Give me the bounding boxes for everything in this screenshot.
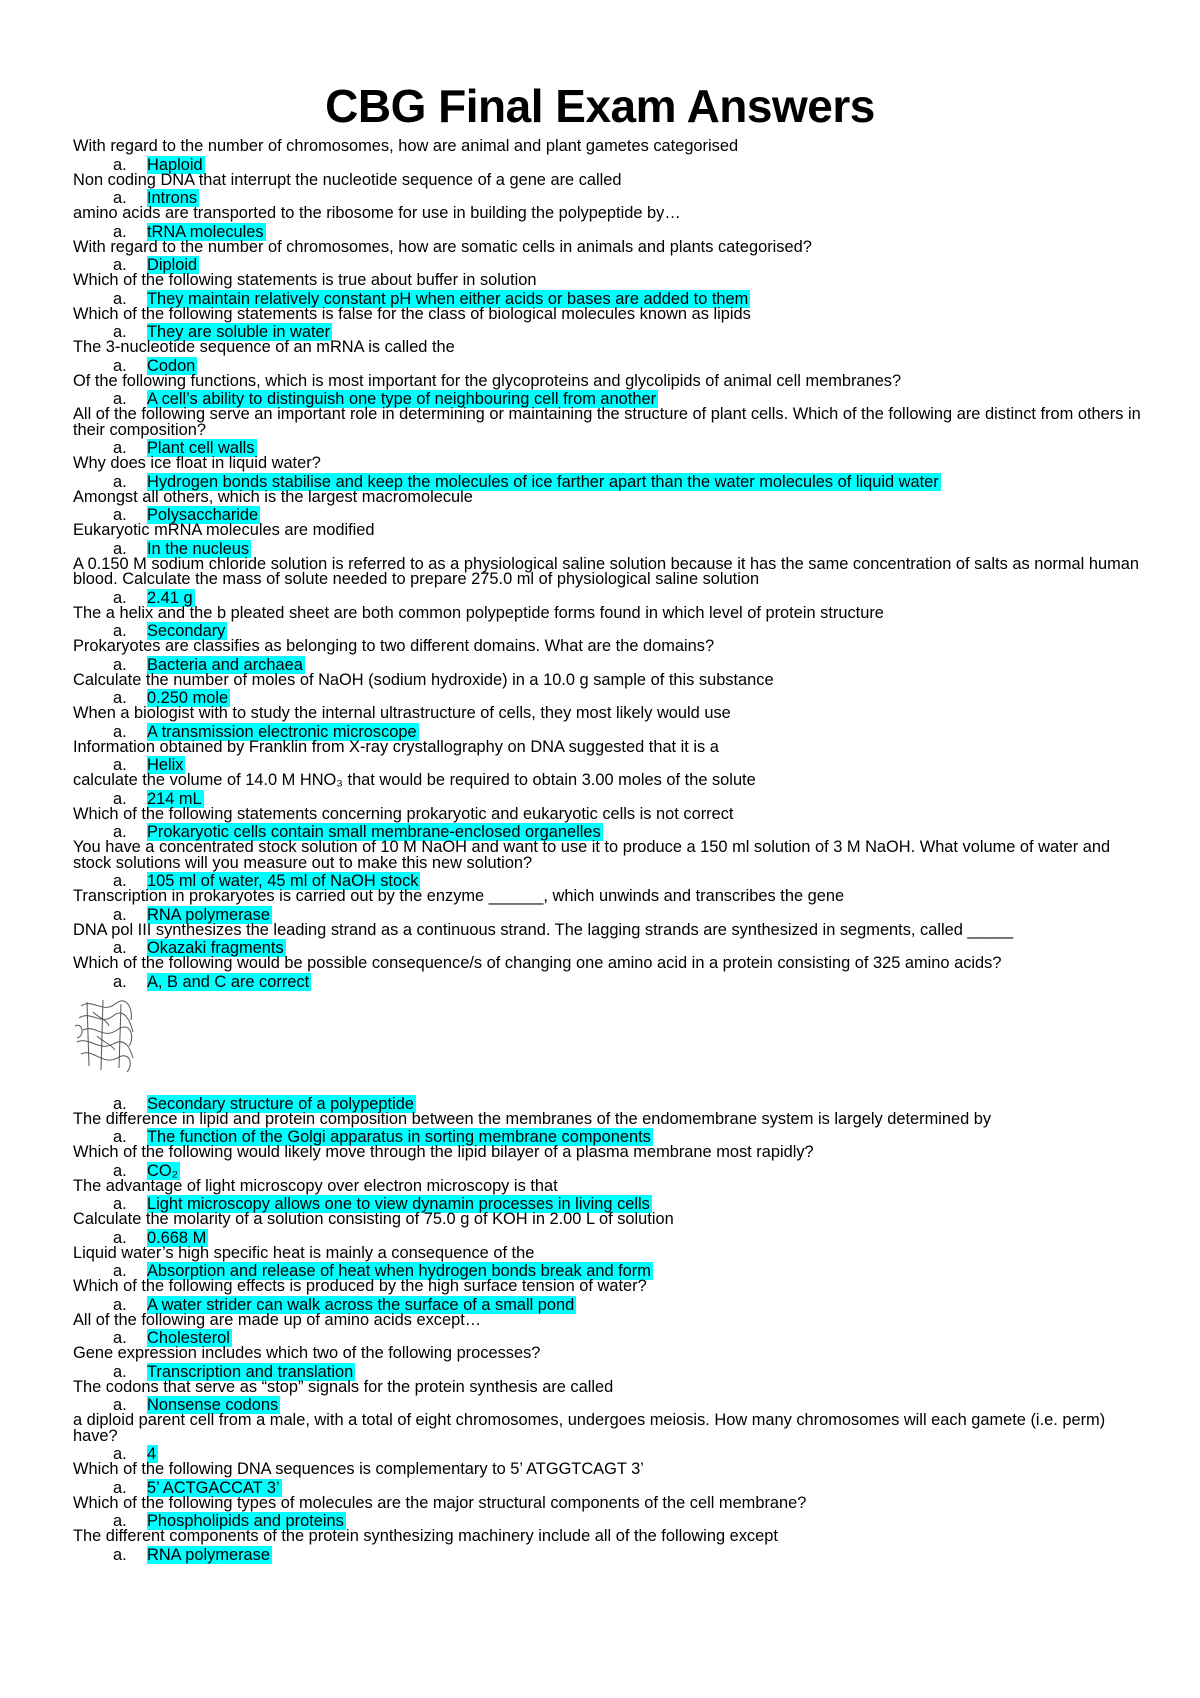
answer-text: Phospholipids and proteins xyxy=(147,1512,344,1530)
answer-marker: a. xyxy=(113,689,127,707)
answer-marker: a. xyxy=(113,722,127,741)
answer-text: A cell’s ability to distinguish one type of neighbouring cell from another xyxy=(147,390,657,408)
answer-marker: a. xyxy=(113,1262,127,1280)
answer-marker: a. xyxy=(113,472,127,491)
answer-marker: a. xyxy=(113,1478,127,1497)
answer-marker: a. xyxy=(113,323,127,341)
question-text: DNA pol III synthesizes the leading strand as a continuous strand. The lagging strands are synthesized in segments, called _____ xyxy=(73,920,1013,939)
answer-text: Codon xyxy=(147,356,196,375)
question-text: Prokaryotes are classifies as belonging to two different domains. What are the domains? xyxy=(73,637,715,655)
question-text: Which of the following DNA sequences is complementary to 5’ ATGGTCAGT 3’ xyxy=(73,1460,644,1478)
question-list-part-2 xyxy=(0,1109,1200,1564)
answer-text: 0.250 mole xyxy=(147,689,229,707)
question-text: All of the following are made up of amino acids except… xyxy=(73,1310,482,1329)
question-text: Which of the following would likely move through the lipid bilayer of a plasma membrane most rapidly? xyxy=(73,1143,814,1161)
answer-marker: a. xyxy=(113,1545,127,1564)
answer-marker: a. xyxy=(113,1329,127,1347)
answer-line xyxy=(113,1547,1200,1563)
answer-text: A, B and C are correct xyxy=(147,972,310,991)
answer-text: 2.41 g xyxy=(147,588,193,607)
answer-marker: a. xyxy=(113,155,127,174)
answer-text: Transcription and translation xyxy=(147,1362,354,1381)
answer-text: They are soluble in water xyxy=(147,323,331,341)
answer-text: 4 xyxy=(147,1445,157,1463)
answer-text: Okazaki fragments xyxy=(147,939,284,957)
question-text: The different components of the protein synthesizing machinery include all of the following except xyxy=(73,1527,778,1545)
answer-marker: a. xyxy=(113,539,127,558)
answer-text: Secondary xyxy=(147,622,226,640)
question-text: The difference in lipid and protein composition between the membranes of the endomembrane system is largely determined by xyxy=(73,1109,992,1128)
answer-marker: a. xyxy=(113,588,127,607)
answer-marker: a. xyxy=(113,1228,127,1247)
question-text: The a helix and the b pleated sheet are both common polypeptide forms found in which level of protein structure xyxy=(73,603,884,622)
question-text: Which of the following effects is produced by the high surface tension of water? xyxy=(73,1277,647,1295)
question-text: Eukaryotic mRNA molecules are modified xyxy=(73,521,375,539)
protein-ribbon-icon xyxy=(73,996,141,1076)
question-text: Transcription in prokaryotes is carried out by the enzyme ______, which unwinds and transcribes the gene xyxy=(73,887,845,905)
answer-marker: a. xyxy=(113,289,127,308)
question-text: You have a concentrated stock solution of 10 M NaOH and want to use it to produce a 150 ml solution of 3 M NaOH. What volume of water and stock solutions will you measure out to make this new solution? xyxy=(73,838,1111,872)
answer-marker: a. xyxy=(113,756,127,774)
answer-marker: a. xyxy=(113,1396,127,1414)
question-text: Which of the following statements concerning prokaryotic and eukaryotic cells is not correct xyxy=(73,804,734,823)
answer-marker: a. xyxy=(113,872,127,890)
answer-text: RNA polymerase xyxy=(147,905,270,924)
question-text: Which of the following would be possible consequence/s of changing one amino acid in a protein consisting of 325 amino acids? xyxy=(73,954,1002,972)
question-list-part-1 xyxy=(0,139,1200,990)
answer-text: A transmission electronic microscope xyxy=(147,722,417,741)
question-text: All of the following serve an important role in determining or maintaining the structure of plant cells. Which of the following are distinct from others in their composition? xyxy=(73,405,1141,439)
answer-marker: a. xyxy=(113,356,127,375)
question-text: Which of the following statements is false for the class of biological molecules known as lipids xyxy=(73,304,751,323)
question-list xyxy=(0,139,1200,1563)
answer-text: The function of the Golgi apparatus in sorting membrane components xyxy=(147,1128,651,1146)
answer-marker: a. xyxy=(113,655,127,674)
answer-text: They maintain relatively constant pH when either acids or bases are added to them xyxy=(147,289,749,308)
answer-text: 214 mL xyxy=(147,789,202,808)
answer-marker: a. xyxy=(113,1094,127,1113)
question-text: A 0.150 M sodium chloride solution is referred to as a physiological saline solution because it has the same concentration of salts as normal human blood. Calculate the mass of solute needed to prepare 275.0 ml of physiological saline solution xyxy=(73,554,1139,588)
question-text: Which of the following types of molecules are the major structural components of the cell membrane? xyxy=(73,1493,807,1512)
answer-marker: a. xyxy=(113,1128,127,1146)
page-title: CBG Final Exam Answers xyxy=(325,80,875,132)
answer-marker: a. xyxy=(113,506,127,524)
answer-marker: a. xyxy=(113,823,127,841)
answer-marker: a. xyxy=(113,222,127,241)
answer-text: 0.668 M xyxy=(147,1228,207,1247)
answer-text: Bacteria and archaea xyxy=(147,655,303,674)
answer-text: Cholesterol xyxy=(147,1329,230,1347)
answer-text: Haploid xyxy=(147,155,203,174)
question-text: a diploid parent cell from a male, with a total of eight chromosomes, undergoes meiosis. How many chromosomes will each gamete (i.e. perm) have? xyxy=(73,1411,1106,1445)
answer-marker: a. xyxy=(113,189,127,207)
answer-text: Introns xyxy=(147,189,198,207)
answer-marker: a. xyxy=(113,390,127,408)
question-text: The advantage of light microscopy over electron microscopy is that xyxy=(73,1176,558,1195)
answer-marker: a. xyxy=(113,1195,127,1213)
protein-structure-figure xyxy=(73,996,141,1076)
question-text: With regard to the number of chromosomes, how are animal and plant gametes categorised xyxy=(73,137,739,155)
answer-text: Nonsense codons xyxy=(147,1396,279,1414)
question-text: Gene expression includes which two of the following processes? xyxy=(73,1344,541,1362)
question-text: With regard to the number of chromosomes, how are somatic cells in animals and plants categorised? xyxy=(73,237,812,256)
answer-text: CO₂ xyxy=(147,1161,178,1180)
answer-line xyxy=(113,974,1200,990)
question-text: The codons that serve as “stop” signals for the protein synthesis are called xyxy=(73,1377,614,1396)
answer-marker: a. xyxy=(113,1445,127,1463)
answer-text: Hydrogen bonds stabilise and keep the molecules of ice farther apart than the water molecules of liquid water xyxy=(147,472,939,491)
answer-marker: a. xyxy=(113,1362,127,1381)
question-text: Of the following functions, which is most important for the glycoproteins and glycolipids of animal cell membranes? xyxy=(73,371,902,390)
question-text: Liquid water’s high specific heat is mainly a consequence of the xyxy=(73,1243,535,1262)
question-text: Information obtained by Franklin from X-ray crystallography on DNA suggested that it is a xyxy=(73,737,719,756)
answer-text: Helix xyxy=(147,756,184,774)
question-text: Calculate the molarity of a solution consisting of 75.0 g of KOH in 2.00 L of solution xyxy=(73,1210,674,1228)
question-text: Calculate the number of moles of NaOH (sodium hydroxide) in a 10.0 g sample of this substance xyxy=(73,670,774,689)
question-text: calculate the volume of 14.0 M HNO₃ that would be required to obtain 3.00 moles of the solute xyxy=(73,771,756,789)
answer-text: Plant cell walls xyxy=(147,439,255,457)
answer-text: Polysaccharide xyxy=(147,506,259,524)
question-text: Amongst all others, which is the largest macromolecule xyxy=(73,487,473,506)
question-text: Non coding DNA that interrupt the nucleotide sequence of a gene are called xyxy=(73,170,622,189)
answer-marker: a. xyxy=(113,439,127,457)
answer-text: Absorption and release of heat when hydrogen bonds break and form xyxy=(147,1262,651,1280)
question-text: When a biologist with to study the internal ultrastructure of cells, they most likely would use xyxy=(73,704,731,722)
question-text: Why does ice float in liquid water? xyxy=(73,454,321,472)
answer-marker: a. xyxy=(113,1161,127,1180)
answer-text: RNA polymerase xyxy=(147,1545,270,1564)
answer-text: 105 ml of water, 45 ml of NaOH stock xyxy=(147,872,419,890)
answer-text: In the nucleus xyxy=(147,539,250,558)
answer-marker: a. xyxy=(113,1512,127,1530)
answer-marker: a. xyxy=(113,939,127,957)
answer-marker: a. xyxy=(113,256,127,274)
answer-marker: a. xyxy=(113,905,127,924)
answer-text: Light microscopy allows one to view dynamin processes in living cells xyxy=(147,1195,650,1213)
answer-marker: a. xyxy=(113,622,127,640)
question-text: Which of the following statements is true about buffer in solution xyxy=(73,271,537,289)
answer-marker: a. xyxy=(113,1295,127,1314)
answer-text: 5’ ACTGACCAT 3’ xyxy=(147,1478,280,1497)
answer-text: Prokaryotic cells contain small membrane-enclosed organelles xyxy=(147,823,601,841)
answer-text: Diploid xyxy=(147,256,198,274)
answer-text: Secondary structure of a polypeptide xyxy=(147,1094,414,1113)
answer-text: tRNA molecules xyxy=(147,222,264,241)
question-text: The 3-nucleotide sequence of an mRNA is called the xyxy=(73,338,455,356)
question-text: amino acids are transported to the ribosome for use in building the polypeptide by… xyxy=(73,204,681,222)
answer-marker: a. xyxy=(113,972,127,991)
answer-marker: a. xyxy=(113,789,127,808)
answer-text: A water strider can walk across the surface of a small pond xyxy=(147,1295,575,1314)
